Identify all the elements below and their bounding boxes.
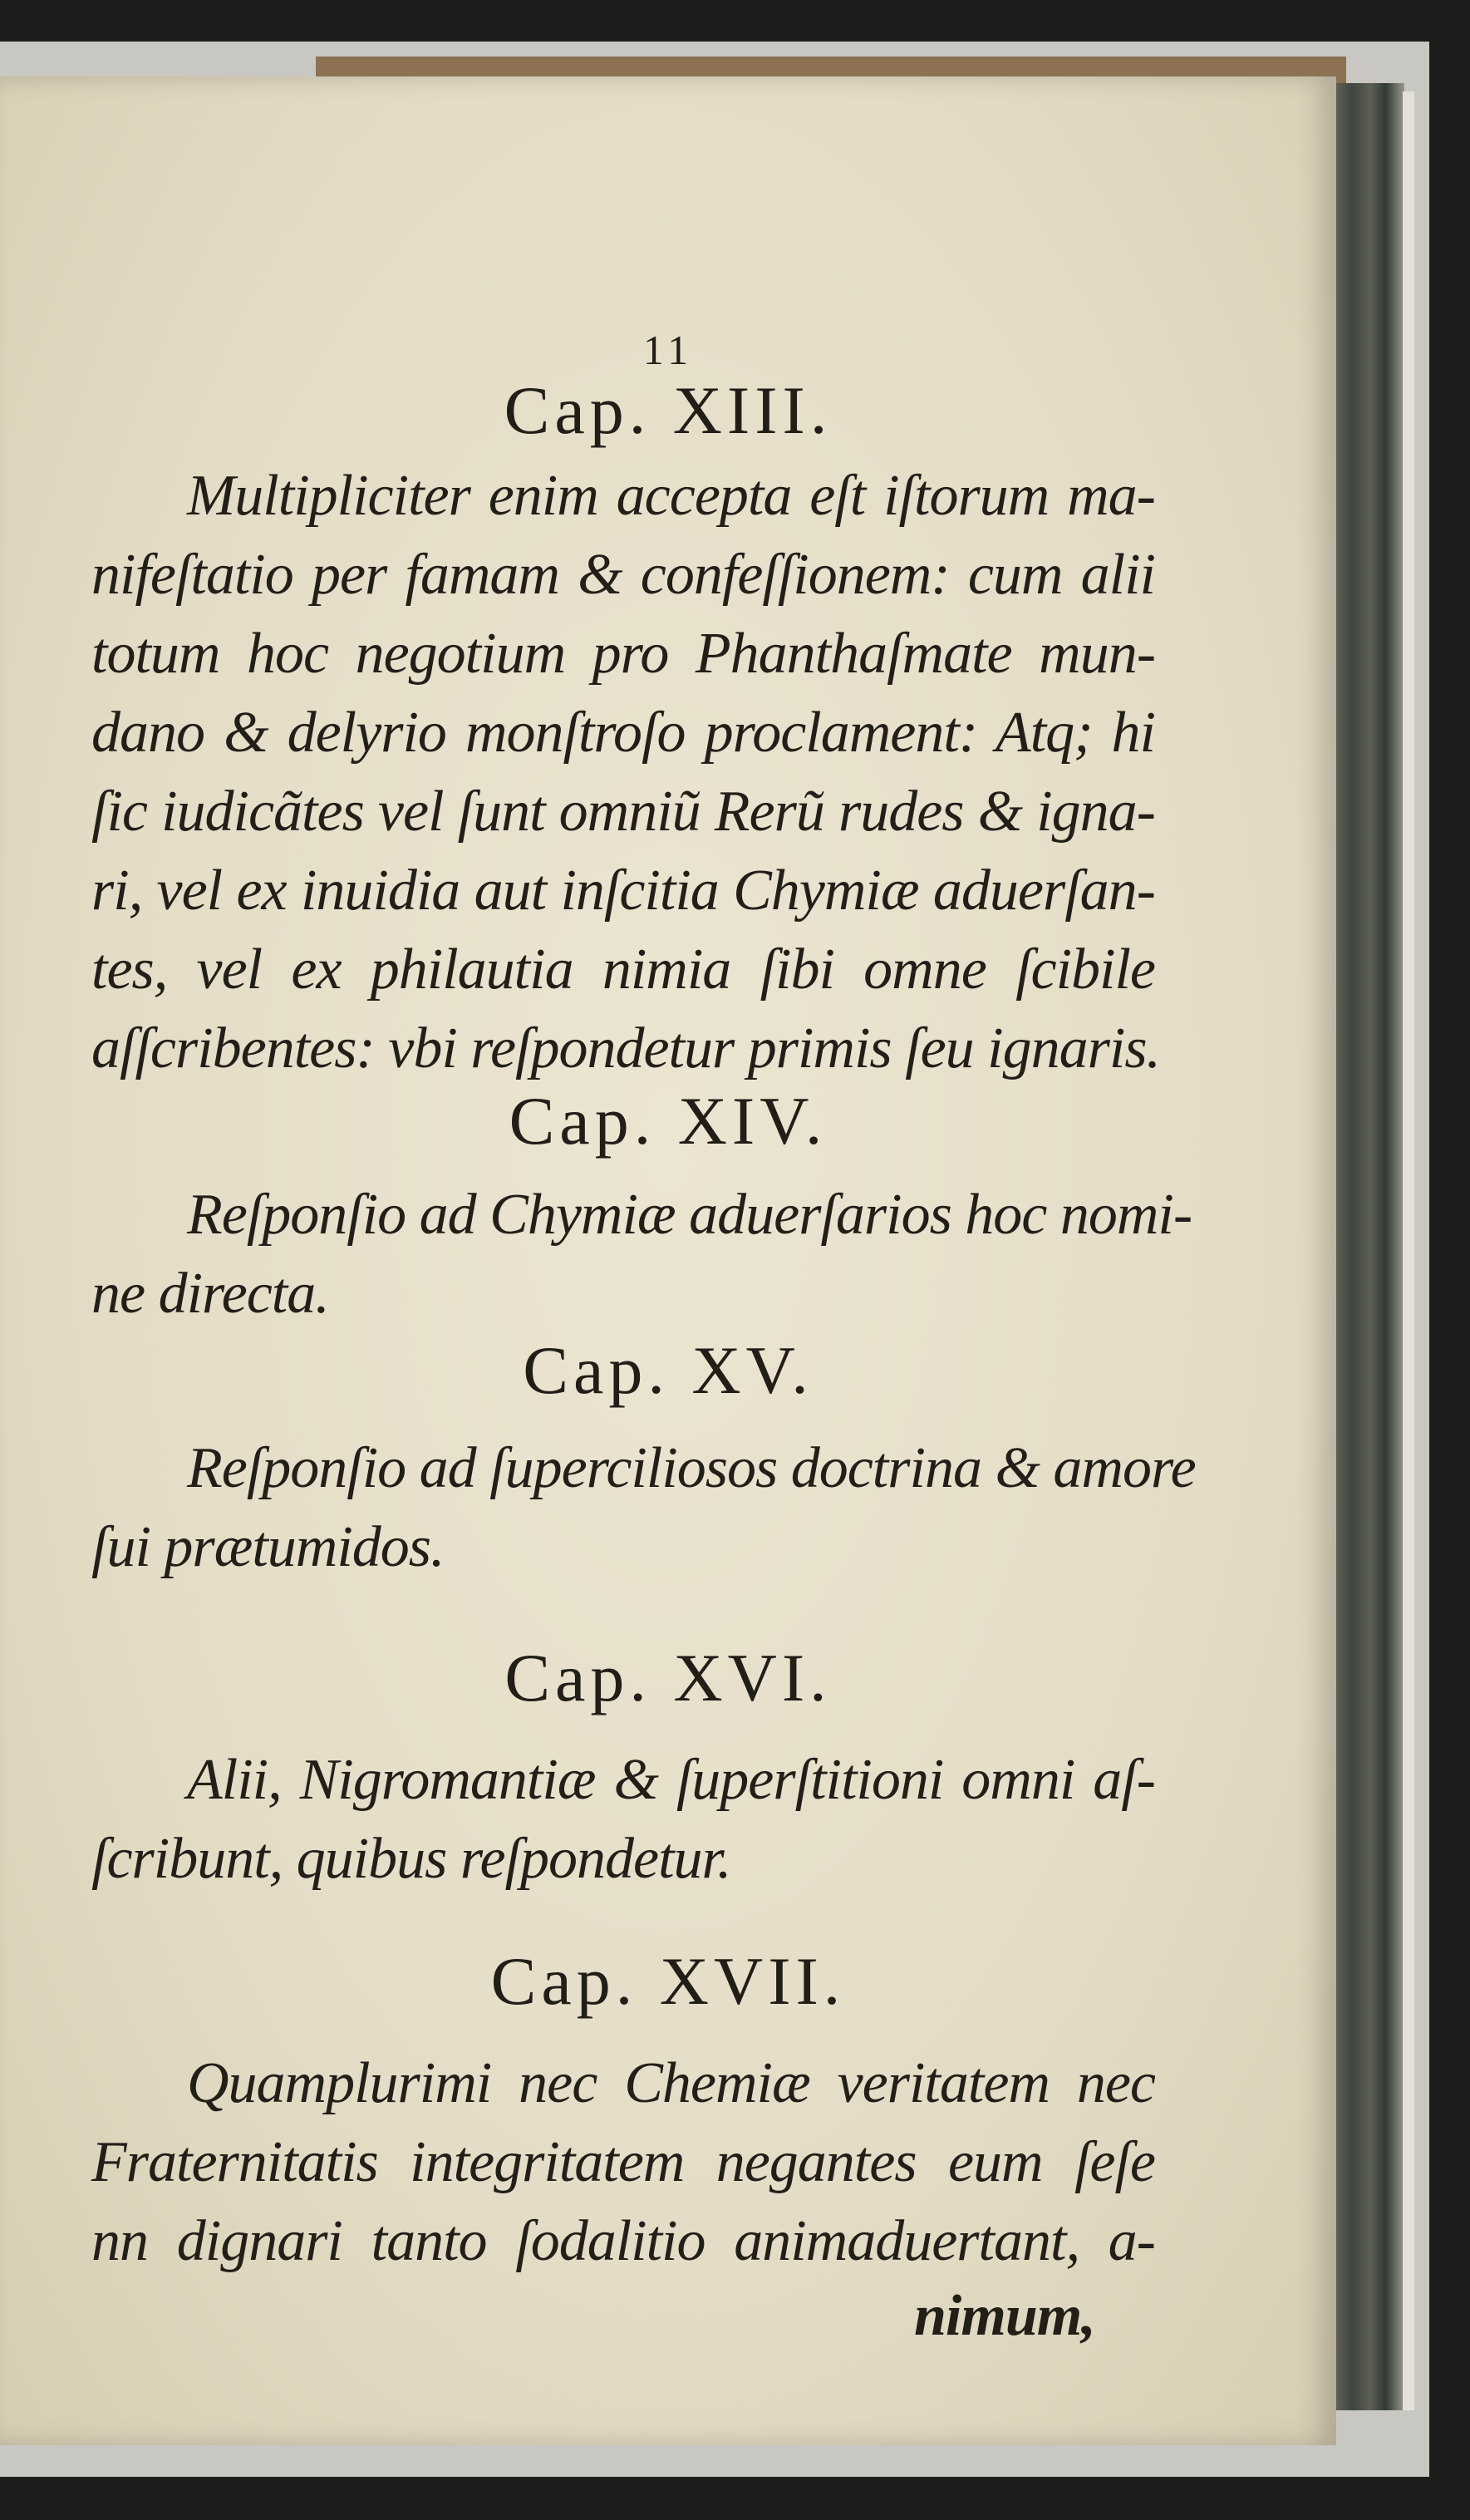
text-line: ſcribunt, quibus reſpondetur. — [91, 1827, 731, 1891]
text-line: nn dignari tanto ſodalitio animaduertant, a- — [91, 2209, 1155, 2273]
catchword: nimum, — [914, 2284, 1095, 2348]
text-line: tes, vel ex philautia nimia ſibi omne ſcibile — [91, 938, 1155, 1002]
chapter-summary-xiv — [91, 1182, 1192, 1348]
text-line: Quamplurimi nec Chemiæ veritatem nec — [187, 2051, 1155, 2115]
text-line: dano & delyrio monſtroſo proclament: Atq; hi — [91, 701, 1155, 765]
chapter-heading-xv: Cap. XV. — [523, 1332, 814, 1408]
book-page — [0, 76, 1336, 2445]
text-line: totum hoc negotium pro Phanthaſmate mun- — [91, 622, 1155, 686]
text-line: ne directa. — [91, 1262, 329, 1326]
chapter-summary-xiii — [91, 463, 1172, 1095]
chapter-summary-xvi — [91, 1747, 1172, 1913]
text-line: ſic iudicãtes vel ſunt omniũ Rerũ rudes & igna- — [91, 780, 1155, 844]
text-line: Multipliciter enim accepta eſt iſtorum ma- — [187, 464, 1155, 528]
text-line: Reſponſio ad ſuperciliosos doctrina & amore — [187, 1436, 1196, 1500]
chapter-heading-xiv: Cap. XIV. — [509, 1083, 828, 1159]
text-line: nifeſtatio per famam & confeſſionem: cum alii — [91, 543, 1155, 607]
text-line: aſſcribentes: vbi reſpondetur primis ſeu ignaris. — [91, 1016, 1161, 1080]
chapter-heading-xvi: Cap. XVI. — [504, 1640, 832, 1715]
page-number: 11 — [642, 327, 694, 373]
text-line: Alii, Nigromantiæ & ſuperſtitioni omni aſ- — [187, 1748, 1155, 1812]
text-line: Reſponſio ad Chymiæ aduerſarios hoc nomi- — [187, 1183, 1192, 1247]
book-fore-edge — [1330, 83, 1404, 2410]
text-line: Fraternitatis integritatem negantes eum ſeſe — [91, 2130, 1155, 2194]
chapter-heading-xvii: Cap. XVII. — [490, 1943, 846, 2019]
chapter-summary-xvii — [91, 2050, 1172, 2300]
chapter-summary-xv — [91, 1435, 1196, 1602]
text-line: ſui prætumidos. — [91, 1515, 445, 1579]
book-board-edge — [1403, 91, 1414, 2410]
text-line: ri, vel ex inuidia aut inſcitia Chymiæ aduerſan- — [91, 859, 1155, 923]
chapter-heading-xiii: Cap. XIII. — [504, 372, 833, 448]
